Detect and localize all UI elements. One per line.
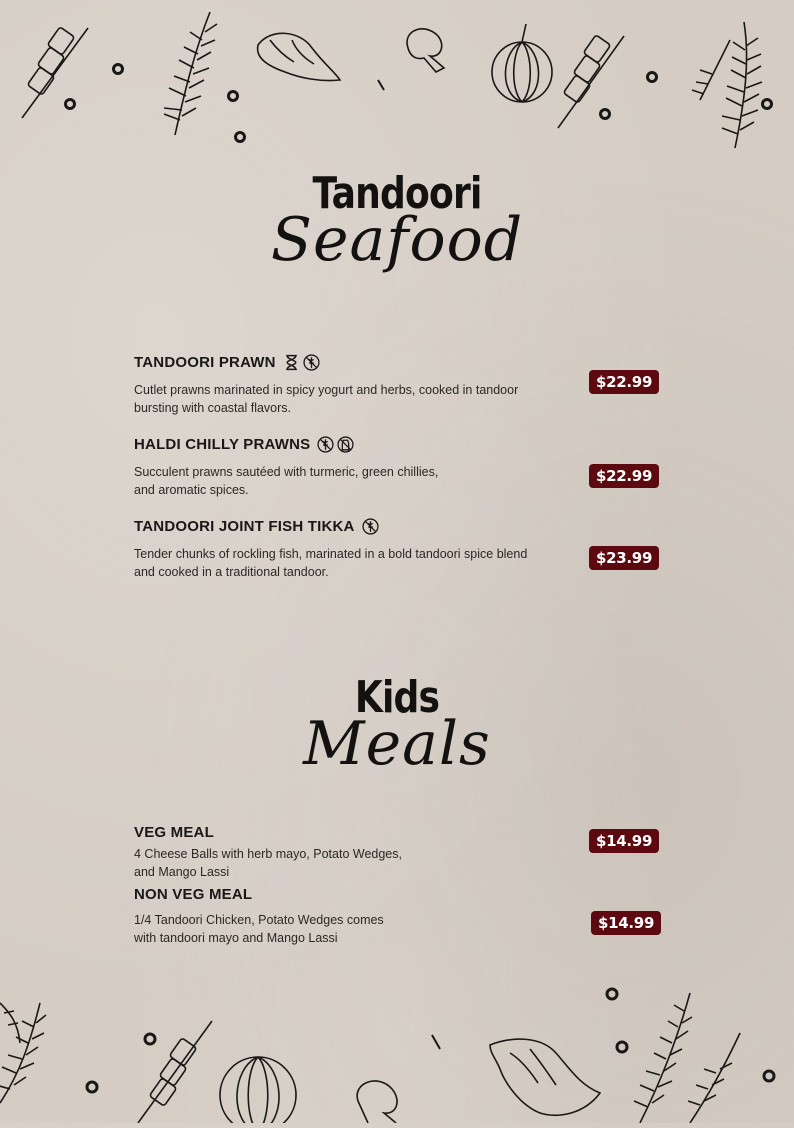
price-badge: $23.99 <box>589 546 659 570</box>
menu-item-description-line: Tender chunks of rockling fish, marinated in a bold tandoori spice blend <box>134 547 528 561</box>
menu-item-description-line: with tandoori mayo and Mango Lassi <box>134 931 338 945</box>
menu-item-description-line: bursting with coastal flavors. <box>134 401 292 415</box>
bottom-food-illustrations <box>0 973 794 1123</box>
section-title: Kids <box>354 672 440 723</box>
no-gluten-icon <box>362 518 379 535</box>
menu-item-name-row <box>134 518 654 535</box>
menu-item-description <box>134 911 554 947</box>
rosemary-illustration <box>634 993 740 1123</box>
price-badge: $22.99 <box>589 464 659 488</box>
menu-item <box>134 824 654 881</box>
menu-item <box>134 886 654 947</box>
rosemary-illustration <box>692 22 762 148</box>
menu-item-description-line: 4 Cheese Balls with herb mayo, Potato Wedges, <box>134 847 402 861</box>
menu-item-description-line: and aromatic spices. <box>134 483 249 497</box>
section-title: Tandoori <box>312 168 482 219</box>
price-badge: $14.99 <box>589 829 659 853</box>
menu-item-description-line: 1/4 Tandoori Chicken, Potato Wedges comes <box>134 913 384 927</box>
no-gluten-icon <box>303 354 320 371</box>
hourglass-icon <box>283 354 300 371</box>
menu-item-name: TANDOORI PRAWN <box>134 354 276 371</box>
mushroom-illustration <box>357 1081 397 1123</box>
skewer-illustration <box>138 1021 212 1123</box>
menu-item-name: NON VEG MEAL <box>134 886 253 903</box>
onion-illustration <box>492 24 552 102</box>
menu-item-name: TANDOORI JOINT FISH TIKKA <box>134 518 355 535</box>
rosemary-illustration <box>0 1003 46 1103</box>
top-food-illustrations <box>0 0 794 160</box>
price-badge: $22.99 <box>589 370 659 394</box>
menu-item-description-line: and cooked in a traditional tandoor. <box>134 565 329 579</box>
seafood-section-heading <box>0 168 794 275</box>
section-script-title: Meals <box>303 709 491 779</box>
menu-item-description-line: and Mango Lassi <box>134 865 230 879</box>
section-script-title: Seafood <box>270 205 524 275</box>
menu-item <box>134 518 654 581</box>
menu-item-description <box>134 381 554 417</box>
menu-item-name: VEG MEAL <box>134 824 214 841</box>
mushroom-illustration <box>407 29 444 72</box>
menu-item-name-row <box>134 436 654 453</box>
chicken-wing-illustration <box>490 1039 600 1115</box>
menu-item <box>134 436 654 499</box>
menu-item-description <box>134 463 554 499</box>
peppercorn-illustrations <box>66 65 772 142</box>
menu-item-description <box>134 845 554 881</box>
menu-item-name: HALDI CHILLY PRAWNS <box>134 436 311 453</box>
menu-item-description-line: Cutlet prawns marinated in spicy yogurt and herbs, cooked in tandoor <box>134 383 519 397</box>
skewer-illustration <box>22 27 88 118</box>
chicken-wing-illustration <box>258 33 340 80</box>
menu-item-name-row <box>134 354 654 371</box>
kids-section-heading <box>0 672 794 779</box>
menu-item-description <box>134 545 554 581</box>
rosemary-illustration <box>164 12 217 135</box>
no-dairy-icon <box>337 436 354 453</box>
skewer-illustration <box>558 35 624 128</box>
price-badge: $14.99 <box>591 911 661 935</box>
menu-item <box>134 354 654 417</box>
onion-illustration <box>220 1057 296 1123</box>
no-gluten-icon <box>317 436 334 453</box>
menu-item-description-line: Succulent prawns sautéed with turmeric, green chillies, <box>134 465 439 479</box>
peppercorn-illustrations <box>87 989 774 1092</box>
